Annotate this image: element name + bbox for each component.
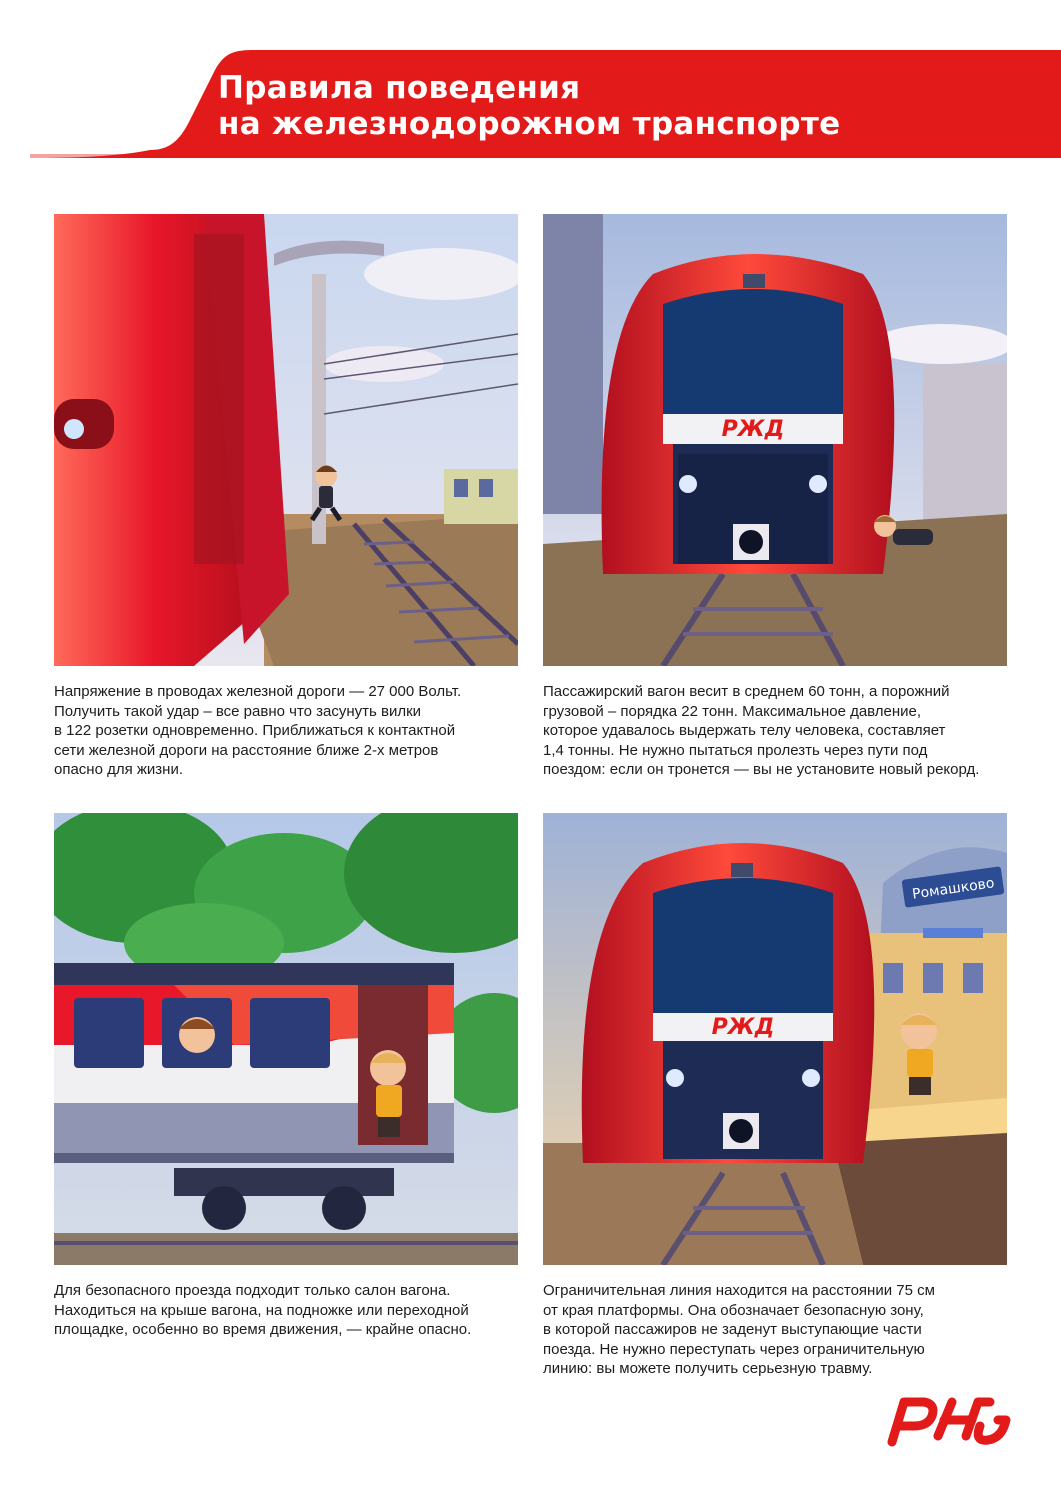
- illustration-platform-edge: [543, 813, 1007, 1265]
- illustration-train-door: [54, 813, 518, 1265]
- page-title-line-1: Правила поведения: [218, 70, 581, 106]
- caption-train-door: Для безопасного проезда подходит только салон вагона. Находиться на крыше вагона, на подножке или переходной площадке, особенно во время движения, — крайне опасно.: [54, 1282, 472, 1338]
- page-title: [218, 70, 840, 142]
- page-title-line-2: на железнодорожном транспорте: [218, 106, 841, 142]
- svg-text:РЖД: РЖД: [721, 417, 785, 442]
- station-sign: Ромашково: [911, 875, 996, 903]
- illustration-under-train: [543, 214, 1007, 666]
- illustration-overhead-wires: [54, 214, 518, 666]
- caption-overhead-wires: Напряжение в проводах железной дороги — 27 000 Вольт. Получить такой удар – все равно что засунуть вилки в 122 розетки одновременно. Приближаться к контактной сети железной дороги на расстояние ближе 2-х метров опасно для жизни.: [54, 683, 462, 778]
- header-banner: [0, 0, 1061, 170]
- svg-text:РЖД: РЖД: [711, 1015, 775, 1040]
- rzd-logo: [884, 1386, 1014, 1453]
- caption-platform-edge: Ограничительная линия находится на расстоянии 75 см от края платформы. Она обозначает безопасную зону, в которой пассажиров не заденут выступающие части поезда. Не нужно переступать через ограничительную линию: вы можете получить серьезную травму.: [543, 1282, 935, 1377]
- boy-in-window: [179, 1017, 215, 1053]
- caption-under-train: Пассажирский вагон весит в среднем 60 тонн, а порожний грузовой – порядка 22 тонн. Максимальное давление, которое удавалось выдержать телу человека, составляет 1,4 тонны. Не нужно пытаться пролезть через пути под поездом: если он тронется — вы не установите новый рекорд.: [543, 683, 980, 778]
